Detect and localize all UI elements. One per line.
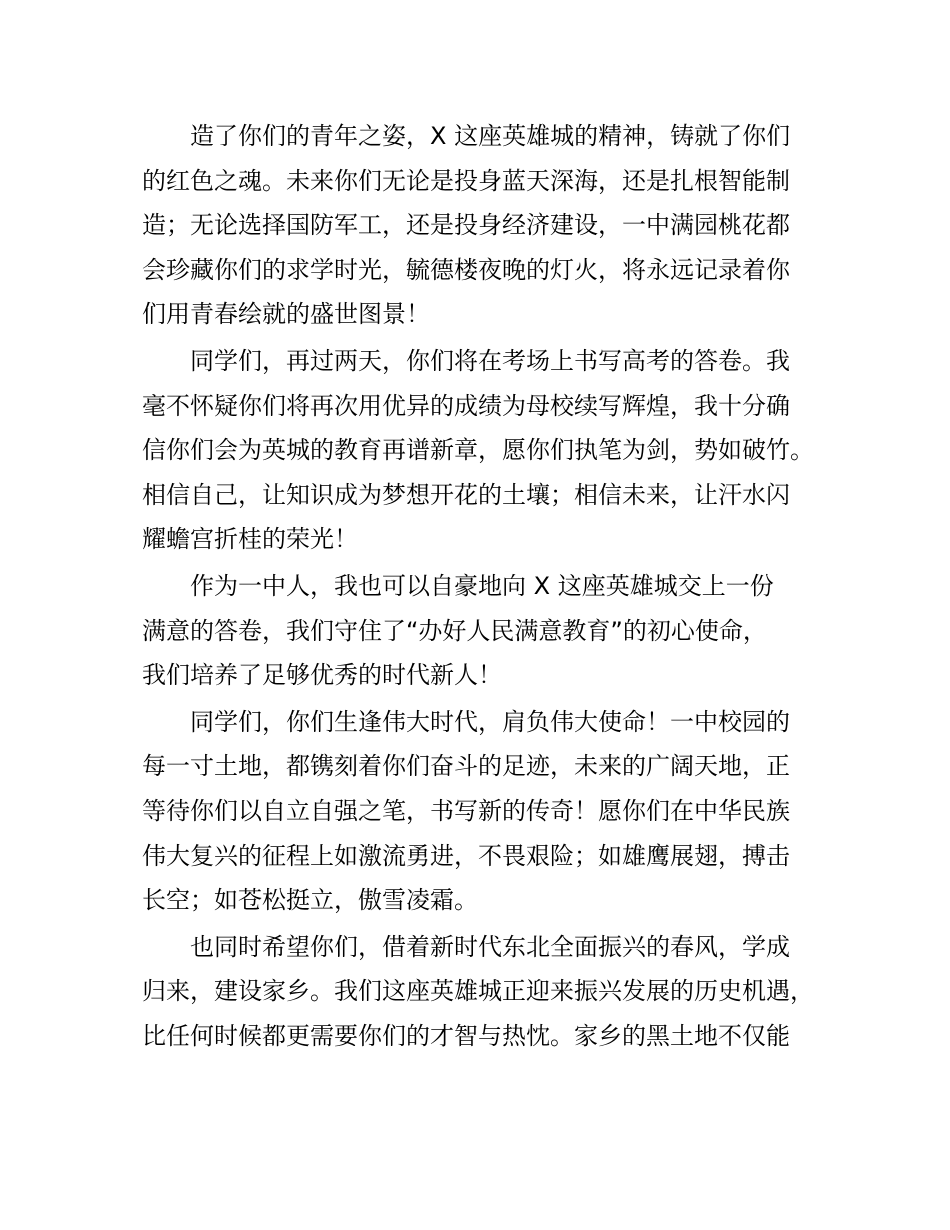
text-line: 同学们，再过两天，你们将在考场上书写高考的答卷。我 [190, 346, 790, 375]
paragraph-1 [142, 114, 818, 337]
paragraph-4 [142, 700, 818, 923]
text-line: 我们培养了足够优秀的时代新人！ [142, 661, 502, 690]
text-line: 也同时希望你们，借着新时代东北全面振兴的春风，学成 [190, 932, 790, 961]
text-line: 归来，建设家乡。我们这座英雄城正迎来振兴发展的历史机遇， [142, 977, 814, 1006]
text-line: 满意的答卷，我们守住了“办好人民满意教育”的初心使命， [142, 616, 767, 645]
text-line: 造了你们的青年之姿，X 这座英雄城的精神，铸就了你们 [190, 122, 791, 150]
paragraph-2 [142, 339, 818, 562]
paragraph-5 [142, 925, 818, 1059]
text-line: 相信自己，让知识成为梦想开花的土壤；相信未来，让汗水闪 [142, 480, 790, 509]
text-line: 耀蟾宫折桂的荣光！ [142, 525, 358, 554]
text-line: 信你们会为英城的教育再谱新章，愿你们执笔为剑，势如破竹。 [142, 436, 814, 465]
text-line: 会珍藏你们的求学时光，毓德楼夜晚的灯火，将永远记录着你 [142, 255, 790, 284]
text-line: 等待你们以自立自强之笔，书写新的传奇！愿你们在中华民族 [142, 796, 790, 825]
paragraph-3 [142, 564, 818, 698]
text-line: 作为一中人，我也可以自豪地向 X 这座英雄城交上一份 [190, 571, 774, 600]
text-line: 每一寸土地，都镌刻着你们奋斗的足迹，未来的广阔天地，正 [142, 752, 790, 781]
text-line: 伟大复兴的征程上如激流勇进，不畏艰险；如雄鹰展翅，搏击 [142, 841, 790, 870]
text-line: 比任何时候都更需要你们的才智与热忱。家乡的黑土地不仅能 [142, 1021, 790, 1050]
text-line: 同学们，你们生逢伟大时代，肩负伟大使命！一中校园的 [190, 707, 790, 736]
text-line: 毫不怀疑你们将再次用优异的成绩为母校续写辉煌，我十分确 [142, 391, 790, 420]
text-line: 们用青春绘就的盛世图景！ [142, 300, 430, 329]
text-line: 长空；如苍松挺立，傲雪凌霜。 [142, 886, 478, 915]
document-body [142, 114, 818, 1058]
text-line: 的红色之魂。未来你们无论是投身蓝天深海，还是扎根智能制 [142, 166, 790, 195]
text-line: 造；无论选择国防军工，还是投身经济建设，一中满园桃花都 [142, 211, 790, 240]
